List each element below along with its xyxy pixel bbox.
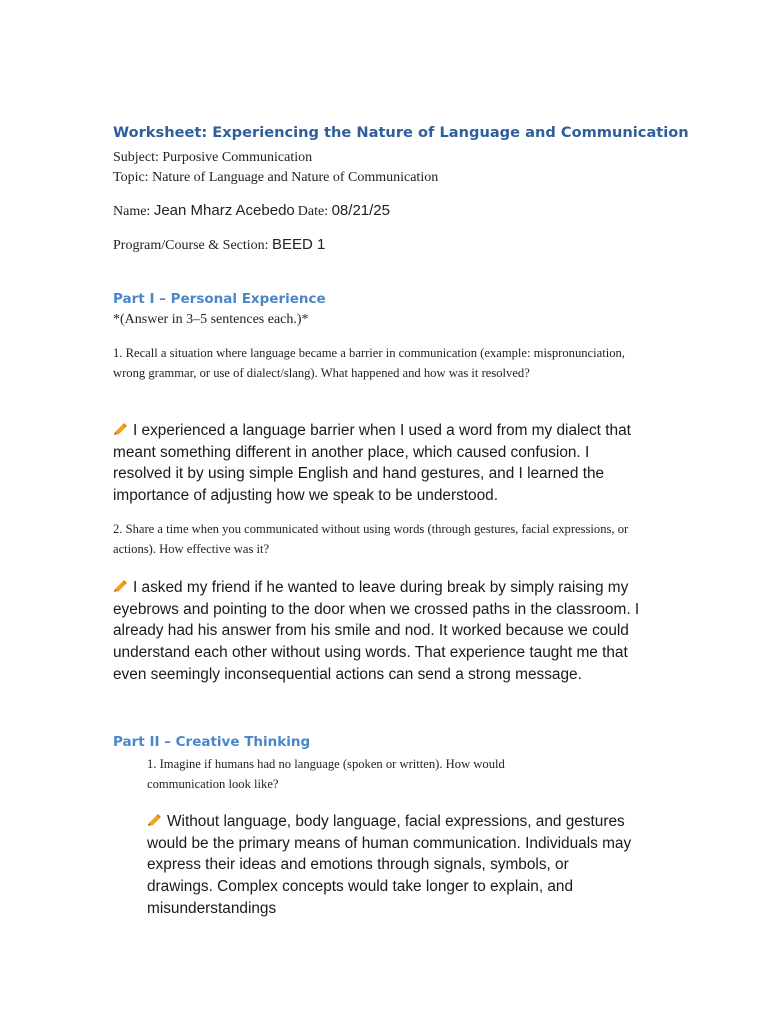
part1-answer-1 bbox=[113, 420, 643, 507]
worksheet-title: Worksheet: Experiencing the Nature of Language and Communication bbox=[113, 124, 689, 141]
part1-answer-2-text: I asked my friend if he wanted to leave during break by simply raising my eyebrows and pointing to the door when we crossed paths in the classroom. I already had his answer from his smile and nod. It worked because we could understand each other without using words. That experience taught me that even seemingly inconsequential actions can send a strong message. bbox=[113, 579, 640, 683]
part1-question-2: 2. Share a time when you communicated without using words (through gestures, facial expressions, or actions). How effective was it? bbox=[113, 522, 629, 556]
name-date-line bbox=[113, 202, 390, 220]
part1-question-1: 1. Recall a situation where language became a barrier in communication (example: mispronunciation, wrong grammar, or use of dialect/slang). What happened and how was it resolved? bbox=[113, 346, 625, 380]
part2-question-1: 1. Imagine if humans had no language (spoken or written). How would communication look like? bbox=[147, 757, 505, 791]
name-label: Name: bbox=[113, 204, 151, 219]
writing-hand-icon bbox=[113, 578, 130, 592]
name-value: Jean Mharz Acebedo bbox=[153, 202, 295, 219]
program-value: BEED 1 bbox=[272, 236, 326, 253]
subject-label: Subject: bbox=[113, 150, 159, 165]
part2-answer-1-text: Without language, body language, facial expressions, and gestures would be the primary means of human communication. Individuals may express their ideas and emotions through signals, symbols, or drawings. Complex concepts would take longer to explain, and misunderstandings bbox=[147, 813, 632, 917]
part1-answer-1-text: I experienced a language barrier when I used a word from my dialect that meant something different in another place, which caused confusion. I resolved it by using simple English and hand gestures, and I learned the importance of adjusting how we speak to be understood. bbox=[113, 422, 631, 505]
part1-heading: Part I – Personal Experience bbox=[113, 291, 326, 307]
writing-hand-icon bbox=[113, 421, 130, 435]
topic-label: Topic: bbox=[113, 170, 149, 185]
part2-answer-1 bbox=[147, 811, 637, 920]
part1-instruction: *(Answer in 3–5 sentences each.)* bbox=[113, 312, 309, 327]
topic-line bbox=[113, 170, 438, 186]
topic-value: Nature of Language and Nature of Communication bbox=[152, 170, 439, 185]
part2-heading: Part II – Creative Thinking bbox=[113, 734, 311, 750]
date-value: 08/21/25 bbox=[331, 202, 390, 219]
program-line bbox=[113, 236, 325, 254]
program-label: Program/Course & Section: bbox=[113, 238, 269, 253]
subject-line bbox=[113, 150, 312, 166]
date-label: Date: bbox=[297, 204, 329, 219]
subject-value: Purposive Communication bbox=[162, 150, 313, 165]
writing-hand-icon bbox=[147, 812, 164, 826]
part1-answer-2 bbox=[113, 577, 643, 686]
